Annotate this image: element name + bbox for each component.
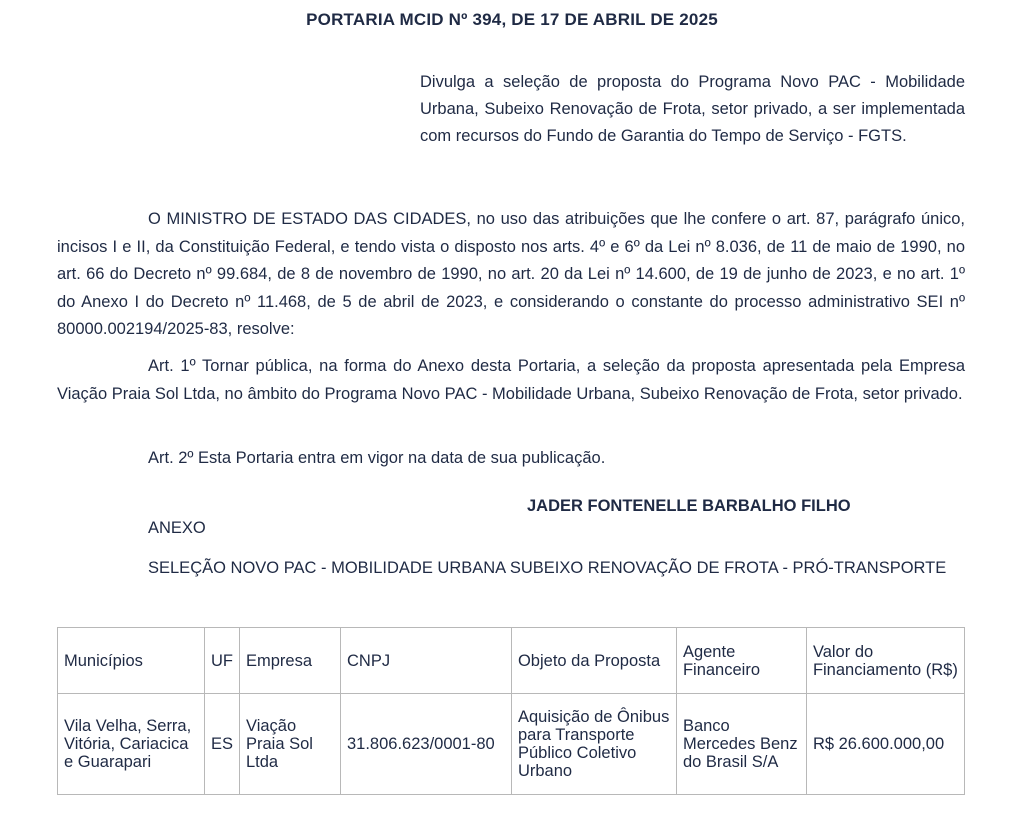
cell-agente: Banco Mercedes Benz do Brasil S/A xyxy=(676,694,806,795)
cell-objeto: Aquisição de Ônibus para Transporte Público Coletivo Urbano xyxy=(511,694,676,795)
article-1-text: Art. 1º Tornar pública, na forma do Anexo desta Portaria, a seleção da proposta apresentada pela Empresa Viação Praia Sol Ltda, no âmbito do Programa Novo PAC - Mobilidade Urbana, Subeixo Renovação de Frota, setor privado. xyxy=(57,357,965,403)
annex-title xyxy=(57,555,965,583)
preamble-text: O MINISTRO DE ESTADO DAS CIDADES, no uso das atribuições que lhe confere o art. 87, parágrafo único, incisos I e II, da Constituição Federal, e tendo vista o disposto nos arts. 4º e 6º da Lei nº 8.036, de 11 de maio de 1990, no art. 66 do Decreto nº 99.684, de 8 de novembro de 1990, no art. 20 da Lei nº 14.600, de 19 de junho de 2023, e no art. 1º do Anexo I do Decreto nº 11.468, de 5 de abril de 2023, e considerando o constante do processo administrativo SEI nº 80000.002194/2025-83, resolve: xyxy=(57,210,965,338)
annex-label: ANEXO xyxy=(148,519,206,537)
header-agente: Agente Financeiro xyxy=(676,628,806,694)
cell-municipios: Vila Velha, Serra, Vitória, Cariacica e Guarapari xyxy=(58,694,205,795)
document-title: PORTARIA MCID Nº 394, DE 17 DE ABRIL DE 2025 xyxy=(306,10,718,29)
cell-cnpj: 31.806.623/0001-80 xyxy=(340,694,511,795)
preamble-paragraph xyxy=(57,206,965,344)
article-2-paragraph xyxy=(57,445,965,473)
cell-uf: ES xyxy=(204,694,239,795)
cell-empresa: Viação Praia Sol Ltda xyxy=(240,694,341,795)
header-objeto: Objeto da Proposta xyxy=(511,628,676,694)
header-cnpj: CNPJ xyxy=(340,628,511,694)
cell-valor: R$ 26.600.000,00 xyxy=(806,694,964,795)
ementa-paragraph: Divulga a seleção de proposta do Programa Novo PAC - Mobilidade Urbana, Subeixo Renovação de Frota, setor privado, a ser implementada com recursos do Fundo de Garantia do Tempo de Serviço - FGTS. xyxy=(420,73,965,145)
table-row xyxy=(58,694,965,795)
article-1-paragraph xyxy=(57,353,965,408)
header-valor: Valor do Financiamento (R$) xyxy=(806,628,964,694)
header-municipios: Municípios xyxy=(58,628,205,694)
selection-table xyxy=(57,627,965,795)
header-uf: UF xyxy=(204,628,239,694)
article-2-text: Art. 2º Esta Portaria entra em vigor na data de sua publicação. xyxy=(148,449,606,467)
header-empresa: Empresa xyxy=(240,628,341,694)
table-header-row xyxy=(58,628,965,694)
annex-title-text: SELEÇÃO NOVO PAC - MOBILIDADE URBANA SUBEIXO RENOVAÇÃO DE FROTA - PRÓ-TRANSPORTE xyxy=(148,559,947,577)
signer-name: JADER FONTENELLE BARBALHO FILHO xyxy=(527,497,851,515)
